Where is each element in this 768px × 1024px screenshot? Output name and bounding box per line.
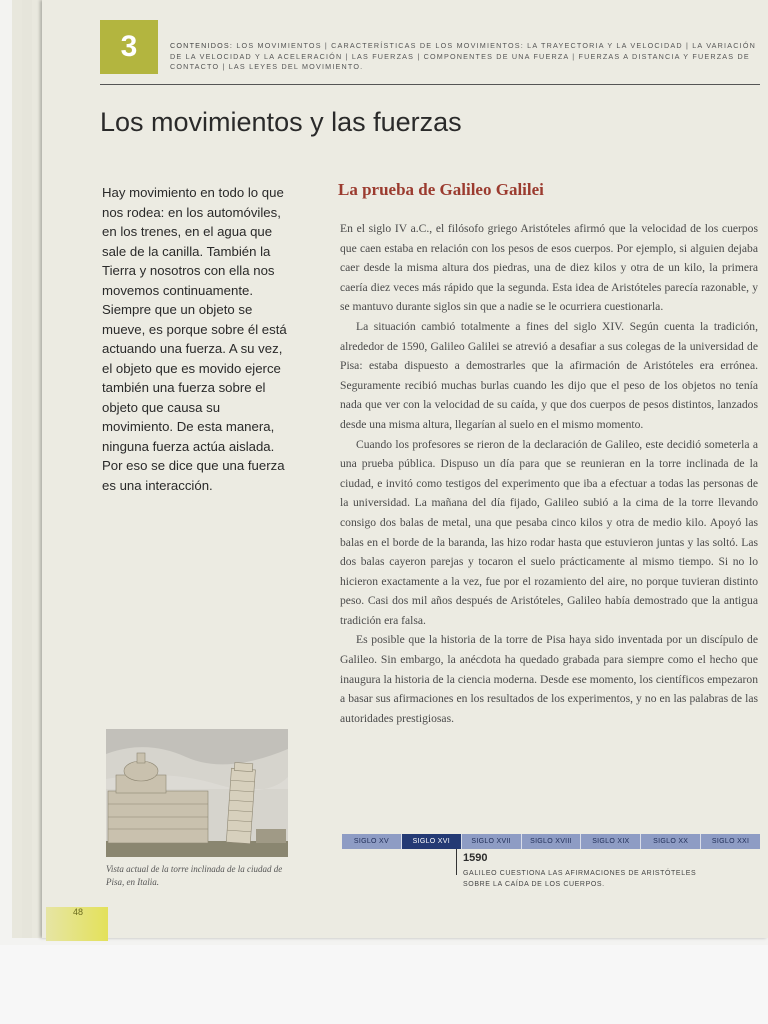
- timeline-century: SIGLO XIX: [581, 834, 641, 849]
- photo-caption: Vista actual de la torre inclinada de la ciudad de Pisa, en Italia.: [106, 864, 283, 887]
- page-number: 48: [73, 907, 84, 917]
- chapter-contents: [170, 41, 760, 73]
- timeline-century: SIGLO XVIII: [522, 834, 582, 849]
- contents-label: CONTENIDOS:: [170, 41, 234, 50]
- timeline-bar: [342, 834, 760, 849]
- pisa-photo: [106, 729, 288, 857]
- paragraph: Es posible que la historia de la torre de Pisa haya sido inventada por un discípulo de Galileo. Sin embargo, la anécdota ha quedado grabada para siempre como el hecho que inaugura la historia de la ciencia moderna. Desde ese momento, los científicos empezaron a basar sus afirmaciones en los resultados de los experimentos, y no en las palabras de las autoridades prestigiosas.: [340, 633, 758, 725]
- timeline-century: SIGLO XX: [641, 834, 701, 849]
- paragraph: En el siglo IV a.C., el filósofo griego Aristóteles afirmó que la velocidad de los cuerpos que caen estaba en relación con los pesos de esos cuerpos. Por ejemplo, si alguien dejaba caer desde la misma altura dos piedras, una de diez kilos y otra de un kilo, la primera caería diez veces más rápido que la segunda. Esta idea de Aristóteles parecía razonable, y se mantuvo durante siglos sin que a nadie se le ocurriera cuestionarla.: [340, 222, 758, 314]
- timeline-marker: [456, 849, 457, 875]
- timeline-year: 1590: [463, 852, 488, 864]
- timeline-century: SIGLO XXI: [711, 838, 750, 845]
- chapter-number: 3: [100, 20, 158, 74]
- background: [0, 945, 768, 1024]
- paragraph: Cuando los profesores se rieron de la declaración de Galileo, este decidió someterla a una prueba pública. Dispuso un día para que se reunieran en la torre inclinada de la ciudad, e invitó como testigos del experimento que iba a efectuar a todas las personas de la universidad. La mañana del día fijado, Galileo subió a la cima de la torre llevando consigo dos balas de metal, una que pesaba cinco kilos y otra de medio kilo. Apoyó las balas en el borde de la baranda, las hizo rodar hasta que estuvieron juntas y las soltó. Las dos balas cayeron parejas y tocaron el suelo prácticamente al mismo tiempo. Si no lo hicieron exactamente a la vez, fue por el rozamiento del aire, no porque tuvieran distinto peso. Casi dos mil años después de Aristóteles, Galileo había demostrado que la antigua tradición era falsa.: [340, 437, 758, 627]
- pisa-illustration: [106, 729, 288, 857]
- header-divider: [100, 84, 760, 85]
- timeline-century: SIGLO XV: [342, 834, 402, 849]
- contents-text: LOS MOVIMIENTOS | CARACTERÍSTICAS DE LOS MOVIMIENTOS: LA TRAYECTORIA Y LA VELOCIDAD | LA VARIACIÓN DE LA VELOCIDAD Y LA ACELERACIÓN | LAS FUERZAS | COMPONENTES DE UNA FUERZA | FUERZAS A DISTANCIA Y FUERZAS DE CONTACTO | LAS LEYES DEL MOVIMIENTO.: [170, 41, 757, 71]
- timeline-century-active: SIGLO XVI: [402, 834, 462, 849]
- article-body: [340, 219, 758, 728]
- paragraph: La situación cambió totalmente a fines del siglo XIV. Según cuenta la tradición, alrededor de 1590, Galileo Galilei se atrevió a desafiar a sus colegas de la universidad de Pisa: estaba dispuesto a demostrarles que la afirmación de Aristóteles era errónea. Seguramente recibió muchas burlas cuando les dijo que el peso de los objetos no tenía nada que ver con la velocidad de su caída, y que dos cuerpos de pesos distintos, lanzados desde una misma altura, llegarían al suelo en el mismo momento.: [340, 319, 758, 431]
- page-number-tab: [46, 907, 108, 941]
- section-title: La prueba de Galileo Galilei: [338, 180, 544, 199]
- timeline-event: GALILEO CUESTIONA LAS AFIRMACIONES DE ARISTÓTELES SOBRE LA CAÍDA DE LOS CUERPOS.: [463, 870, 697, 888]
- intro-text: Hay movimiento en todo lo que nos rodea: en los automóviles, en los trenes, en el agua que sale de la canilla. También la Tierra y nosotros con ella nos movemos continuamente. Siempre que un objeto se mueve, es porque sobre él está actuando una fuerza. A su vez, el objeto que es movido ejerce también una fuerza sobre el objeto que causa su movimiento. De esta manera, ninguna fuerza actúa aislada. Por eso se dice que una fuerza es una interacción.: [102, 185, 287, 493]
- page-title: Los movimientos y las fuerzas: [100, 107, 462, 137]
- timeline-century: SIGLO XVII: [462, 834, 522, 849]
